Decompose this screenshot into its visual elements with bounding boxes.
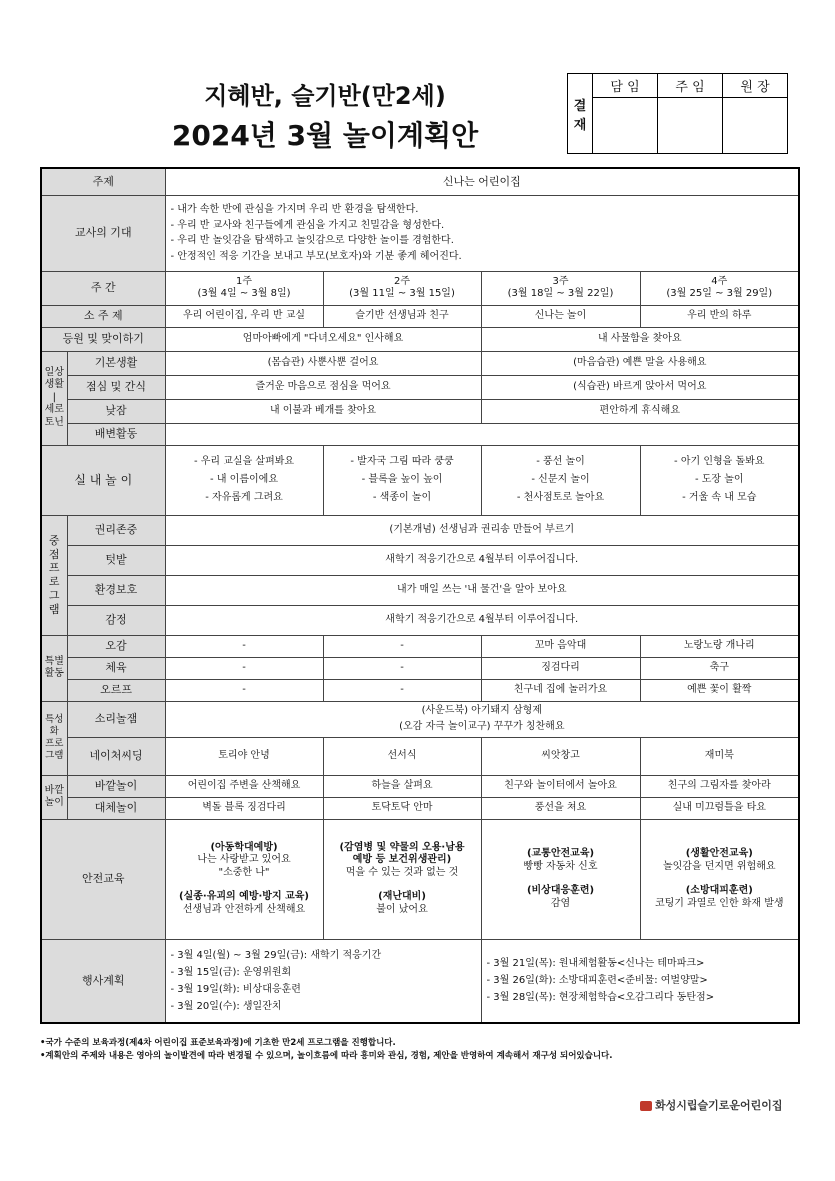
env-label: 환경보호	[67, 575, 165, 605]
alt-1: 벽돌 블록 징검다리	[165, 797, 323, 819]
safety-text: 코팅기 과열로 인한 화재 발생	[654, 897, 784, 909]
approval-sign-2[interactable]	[658, 98, 723, 154]
nap-1: 내 이불과 베개를 찾아요	[165, 399, 481, 423]
safety-heading: (교통안전교육)	[526, 848, 595, 859]
approval-box	[567, 73, 788, 154]
alt-2: 토닥토닥 안마	[323, 797, 481, 819]
nap-2: 편안하게 휴식해요	[481, 399, 799, 423]
orff-2: -	[323, 679, 481, 701]
safety-text: 선생님과 안전하게 산책해요	[182, 903, 306, 915]
subtheme-3: 신나는 놀이	[481, 305, 640, 327]
outdoor-3: 친구와 놀이터에서 놀아요	[481, 775, 640, 797]
school-icon	[640, 1101, 652, 1111]
rights-label: 권리존중	[67, 515, 165, 545]
expect-label: 교사의 기대	[41, 195, 165, 271]
approval-sign-3[interactable]	[723, 98, 788, 154]
week-3: 3주 (3월 18일 ~ 3월 22일)	[481, 271, 640, 305]
safety-heading: (실종·유괴의 예방·방지 교육)	[179, 891, 309, 903]
senses-3: 꼬마 음악대	[481, 635, 640, 657]
events-right: - 3월 21일(목): 원내체험활동<신나는 테마파크> - 3월 26일(화): 소방대피훈련<준비물: 여벌양말> - 3월 28일(목): 현장체험학습<오감그리다 동탄점>	[481, 939, 799, 1023]
alt-4: 실내 미끄럼틀을 타요	[640, 797, 799, 819]
emotion-value: 새학기 적응기간으로 4월부터 이루어집니다.	[165, 605, 799, 635]
safety-text: 놀잇감을 던지면 위험해요	[662, 860, 776, 872]
senses-1: -	[165, 635, 323, 657]
pe-1: -	[165, 657, 323, 679]
indoor-2: - 발자국 그림 따라 쿵쿵 - 블록을 높이 높이 - 색종이 놀이	[323, 445, 481, 515]
garden-label: 텃밭	[67, 545, 165, 575]
safety-cell-1	[165, 819, 323, 939]
alt-3: 풍선을 쳐요	[481, 797, 640, 819]
safety-heading: (비상대응훈련)	[526, 885, 595, 896]
indoor-3: - 풍선 놀이 - 신문지 놀이 - 천사점토로 놀아요	[481, 445, 640, 515]
week-2: 2주 (3월 11일 ~ 3월 15일)	[323, 271, 481, 305]
safety-heading: (감염병 및 약물의 오용·남용 예방 등 보건위생관리)	[339, 841, 465, 866]
arrival-1: 엄마아빠에게 "다녀오세요" 인사해요	[165, 327, 481, 351]
garden-value: 새학기 적응기간으로 4월부터 이루어집니다.	[165, 545, 799, 575]
nature-3: 씨앗창고	[481, 737, 640, 775]
sound-label: 소리놀잼	[67, 701, 165, 737]
approval-side-label: 결 재	[568, 74, 593, 154]
senses-2: -	[323, 635, 481, 657]
indoor-1: - 우리 교실을 살펴봐요 - 내 이름이에요 - 자유롭게 그려요	[165, 445, 323, 515]
orff-4: 예쁜 꽃이 활짝	[640, 679, 799, 701]
indoor-4: - 아기 인형을 돌봐요 - 도장 놀이 - 거울 속 내 모습	[640, 445, 799, 515]
basic-label: 기본생활	[67, 351, 165, 375]
event-label: 행사계획	[41, 939, 165, 1023]
toilet-value	[165, 423, 799, 445]
nature-label: 네이처씨딩	[67, 737, 165, 775]
safety-text: 나는 사랑받고 있어요 "소중한 나"	[197, 854, 291, 878]
safety-cell-3	[481, 819, 640, 939]
safety-text: 불이 났어요	[376, 903, 428, 915]
basic-1: (몸습관) 사뿐사뿐 걸어요	[165, 351, 481, 375]
env-value: 내가 매일 쓰는 '내 물건'을 알아 보아요	[165, 575, 799, 605]
class-title: 지혜반, 슬기반(만2세)	[204, 82, 446, 110]
lunch-1: 즐거운 마음으로 점심을 먹어요	[165, 375, 481, 399]
pe-2: -	[323, 657, 481, 679]
subtheme-1: 우리 어린이집, 우리 반 교실	[165, 305, 323, 327]
toilet-label: 배변활동	[67, 423, 165, 445]
school-logo	[640, 1097, 783, 1113]
subtheme-label: 소 주 제	[41, 305, 165, 327]
senses-4: 노랑노랑 개나리	[640, 635, 799, 657]
pe-3: 징검다리	[481, 657, 640, 679]
approval-head: 주 임	[658, 74, 723, 98]
out-label: 바깥 놀이	[41, 775, 67, 819]
routine-label: 일상 생활 | 세로 토닌	[41, 351, 67, 445]
week-label: 주 간	[41, 271, 165, 305]
lunch-label: 점심 및 간식	[67, 375, 165, 399]
pe-4: 축구	[640, 657, 799, 679]
outdoor-label: 바깥놀이	[67, 775, 165, 797]
plan-table	[40, 167, 800, 1024]
focus-label: 중점 프로그램	[41, 515, 67, 635]
emotion-label: 감정	[67, 605, 165, 635]
arrival-label: 등원 및 맞이하기	[41, 327, 165, 351]
approval-director: 원 장	[723, 74, 788, 98]
expect-text: - 내가 속한 반에 관심을 가지며 우리 반 환경을 탐색한다. - 우리 반 교사와 친구들에게 관심을 가지고 친밀감을 형성한다. - 우리 반 놀잇감을 탐색하고 놀잇감으로 다양한 놀이를 경험한다. - 안정적인 적응 기간을 보내고 부모(보호자)와 기분 좋게 헤어진다.	[165, 195, 799, 271]
outdoor-1: 어린이집 주변을 산책해요	[165, 775, 323, 797]
spec-label: 특성화 프로그램	[41, 701, 67, 775]
week-1: 1주 (3월 4일 ~ 3월 8일)	[165, 271, 323, 305]
theme-value: 신나는 어린이집	[165, 168, 799, 195]
nature-4: 재미북	[640, 737, 799, 775]
lunch-2: (식습관) 바르게 앉아서 먹어요	[481, 375, 799, 399]
indoor-label: 실 내 놀 이	[41, 445, 165, 515]
orff-label: 오르프	[67, 679, 165, 701]
senses-label: 오감	[67, 635, 165, 657]
nature-1: 토리야 안녕	[165, 737, 323, 775]
outdoor-4: 친구의 그림자를 찾아라	[640, 775, 799, 797]
theme-label: 주제	[41, 168, 165, 195]
safety-text: 빵빵 자동차 신호	[523, 860, 598, 872]
special-label: 특별활동	[41, 635, 67, 701]
arrival-2: 내 사물함을 찾아요	[481, 327, 799, 351]
subtheme-2: 슬기반 선생님과 친구	[323, 305, 481, 327]
safety-cell-4	[640, 819, 799, 939]
subtheme-4: 우리 반의 하루	[640, 305, 799, 327]
plan-title: 2024년 3월 놀이계획안	[171, 119, 479, 152]
week-4: 4주 (3월 25일 ~ 3월 29일)	[640, 271, 799, 305]
outdoor-2: 하늘을 살펴요	[323, 775, 481, 797]
orff-1: -	[165, 679, 323, 701]
pe-label: 체육	[67, 657, 165, 679]
safety-heading: (재난대비)	[378, 891, 426, 903]
school-name: 화성시립슬기로운어린이집	[655, 1099, 783, 1112]
nature-2: 선서식	[323, 737, 481, 775]
basic-2: (마음습관) 예쁜 말을 사용해요	[481, 351, 799, 375]
events-left: - 3월 4일(월) ~ 3월 29일(금): 새학기 적응기간 - 3월 15일(금): 운영위원회 - 3월 19일(화): 비상대응훈련 - 3월 20일(수): 생일잔치	[165, 939, 481, 1023]
rights-value: (기본개념) 선생님과 권리송 만들어 부르기	[165, 515, 799, 545]
safety-text: 감염	[550, 897, 571, 909]
safety-cell-2	[323, 819, 481, 939]
safety-heading: (생활안전교육)	[685, 848, 753, 859]
approval-sign-1[interactable]	[593, 98, 658, 154]
nap-label: 낮잠	[67, 399, 165, 423]
footnote-1: •국가 수준의 보육과정(제4차 어린이집 표준보육과정)에 기초한 만2세 프로그램을 진행합니다.	[40, 1038, 396, 1048]
orff-3: 친구네 집에 놀러가요	[481, 679, 640, 701]
sound-value: (사운드북) 아기돼지 삼형제 (오감 자극 놀이교구) 꾸꾸가 칭찬해요	[165, 701, 799, 737]
safety-label: 안전교육	[41, 819, 165, 939]
alt-label: 대체놀이	[67, 797, 165, 819]
safety-text: 먹을 수 있는 것과 없는 것	[345, 866, 459, 878]
approval-homeroom: 담 임	[593, 74, 658, 98]
safety-heading: (아동학대예방)	[210, 841, 278, 853]
footnote-2: •계획안의 주제와 내용은 영아의 놀이발견에 따라 변경될 수 있으며, 놀이흐름에 따라 흥미와 관심, 경험, 제안을 반영하여 계속해서 재구성 되어있습니다.	[40, 1051, 613, 1061]
safety-heading: (소방대피훈련)	[685, 885, 753, 896]
